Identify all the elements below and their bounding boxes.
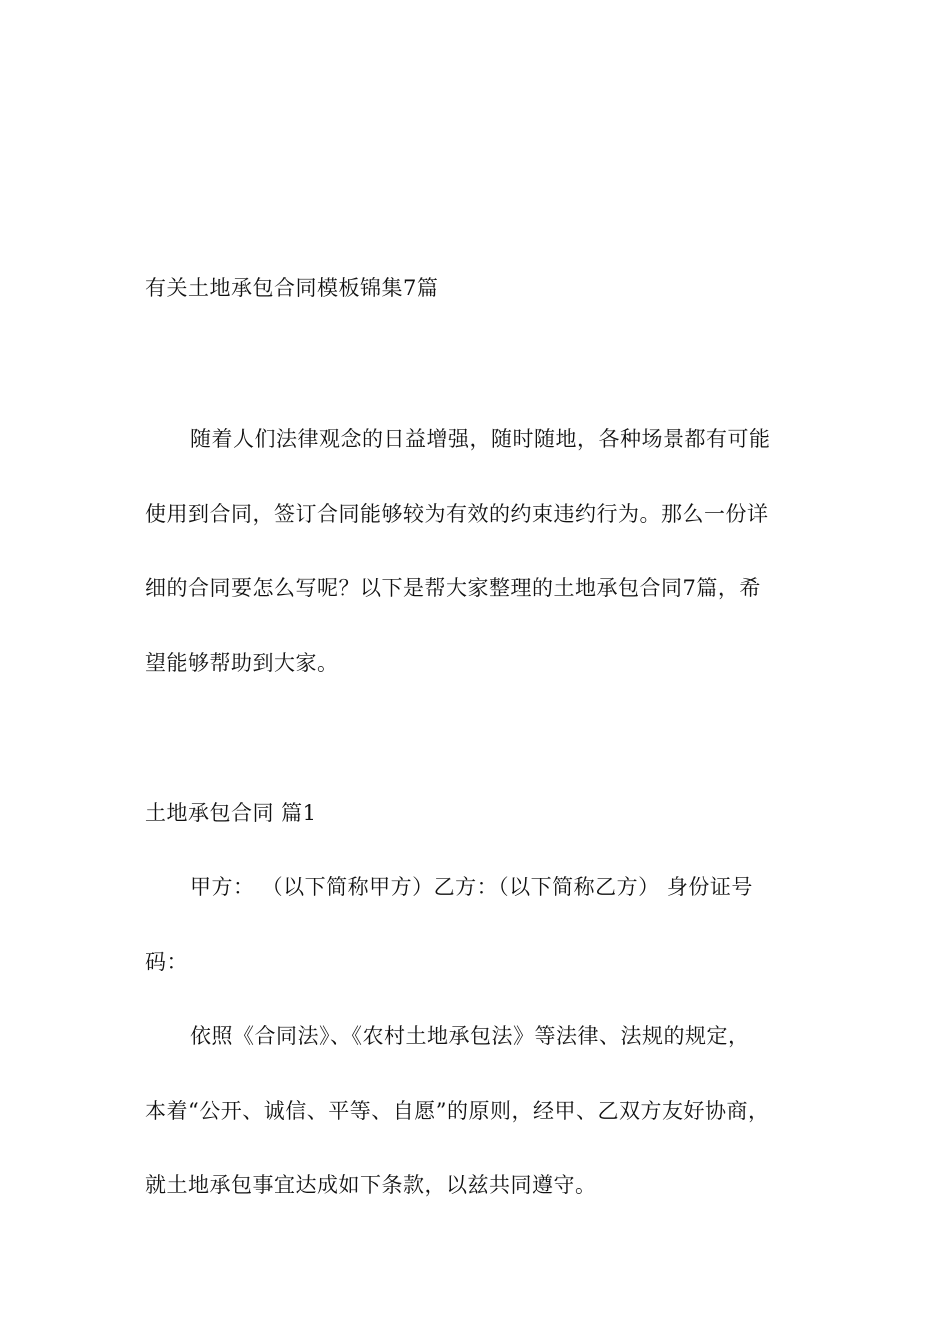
basis-line-3: 就土地承包事宜达成如下条款，以兹共同遵守。 xyxy=(145,1173,597,1197)
basis-line-1: 依照《合同法》、《农村土地承包法》等法律、法规的规定， xyxy=(190,1024,750,1048)
intro-line-4: 望能够帮助到大家。 xyxy=(145,651,339,675)
intro-line-2: 使用到合同，签订合同能够较为有效的约束违约行为。那么一份详 xyxy=(145,502,769,526)
parties-line-1: 甲方： （以下简称甲方）乙方：（以下简称乙方） 身份证号 xyxy=(190,875,753,899)
parties-line-2: 码： xyxy=(145,950,188,974)
basis-line-2: 本着“公开、诚信、平等、自愿”的原则，经甲、乙双方友好协商， xyxy=(145,1099,770,1123)
intro-line-1: 随着人们法律观念的日益增强，随时随地，各种场景都有可能 xyxy=(190,427,771,451)
document-title: 有关土地承包合同模板锦集7篇 xyxy=(145,276,439,300)
section-heading: 土地承包合同 篇1 xyxy=(145,801,317,825)
intro-line-3: 细的合同要怎么写呢？以下是帮大家整理的土地承包合同7篇，希 xyxy=(145,576,761,600)
